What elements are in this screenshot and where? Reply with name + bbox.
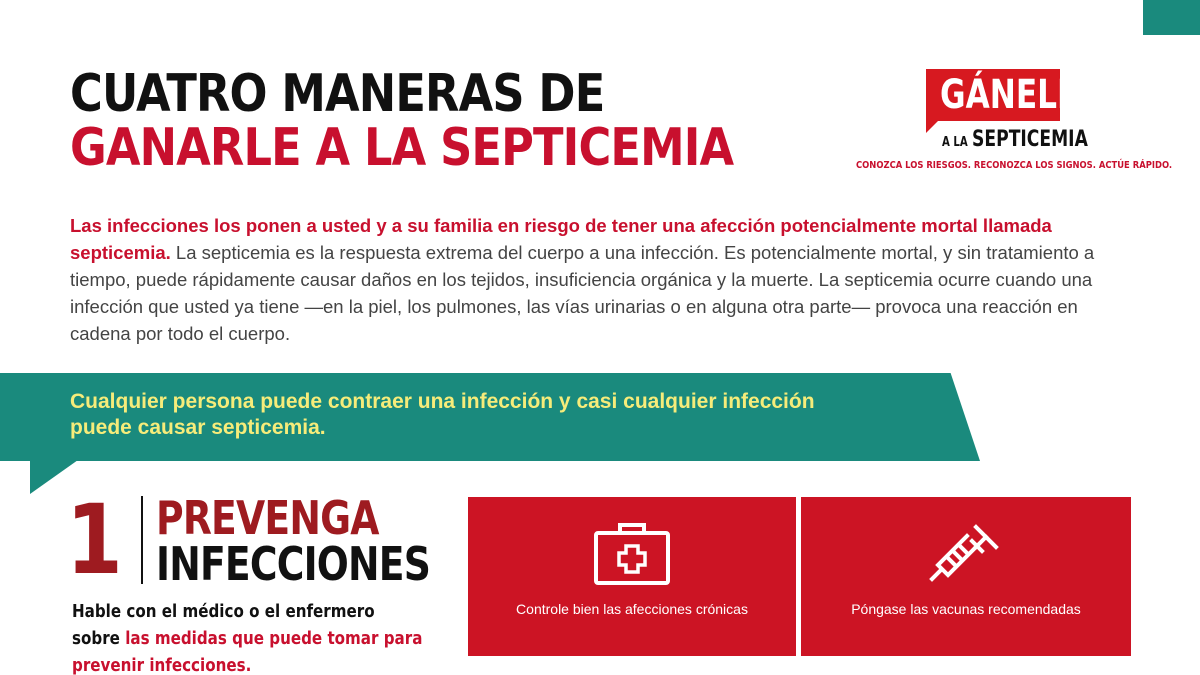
step-description [72, 598, 425, 675]
step-description-start: Hable con el médico o el enfermero sobre [72, 601, 375, 649]
step-title-line-1: PREVENGA [156, 491, 379, 545]
step-divider [141, 496, 143, 584]
logo-subtitle [942, 127, 1088, 152]
logo-tagline: CONOZCA LOS RIESGOS. RECONOZCA LOS SIGNOS. ACTÚE RÁPIDO. [856, 160, 1173, 171]
page-title [70, 64, 734, 178]
intro-body: La septicemia es la respuesta extrema del cuerpo a una infección. Es potencialmente mortal, y sin tratamiento a tiempo, puede rápidamente causar daños en los tejidos, insuficiencia orgánica y la muerte. La septicemia ocurre cuando una infección que usted ya tiene —en la piel, los pulmones, las vías urinarias o en alguna otra parte— provoca una reacción en cadena por todo el cuerpo. [70, 242, 1095, 344]
campaign-logo [856, 69, 1173, 177]
tip-card-chronic-conditions [468, 497, 796, 656]
step-title-line-2: INFECCIONES [156, 537, 431, 591]
first-aid-kit-icon [592, 519, 672, 594]
syringe-icon [926, 519, 1006, 600]
step-title [156, 491, 431, 591]
corner-accent [1143, 0, 1200, 35]
title-line-2: GANARLE A LA SEPTICEMIA [70, 118, 734, 178]
intro-paragraph [70, 212, 1110, 347]
logo-main-text: GÁNELE [940, 72, 1079, 118]
tip-card-label: Controle bien las afecciones crónicas [516, 601, 748, 617]
banner-text: Cualquier persona puede contraer una infección y casi cualquier infección puede causar septicemia. [70, 390, 815, 439]
logo-subtitle-small: A LA [942, 135, 968, 150]
title-line-1: CUATRO MANERAS DE [70, 64, 605, 124]
logo-subtitle-big: SEPTICEMIA [972, 127, 1088, 152]
step-number: 1 [66, 484, 123, 596]
step-description-highlight: las medidas que puede tomar para prevenir infecciones. [72, 628, 423, 675]
tip-card-label: Póngase las vacunas recomendadas [851, 601, 1081, 617]
tip-card-vaccines [801, 497, 1131, 656]
logo-badge-tail [926, 121, 938, 133]
intro-lead: Las infecciones los ponen a usted y a su familia en riesgo de tener una afección potencialmente mortal llamada septicemia. [70, 215, 1052, 263]
